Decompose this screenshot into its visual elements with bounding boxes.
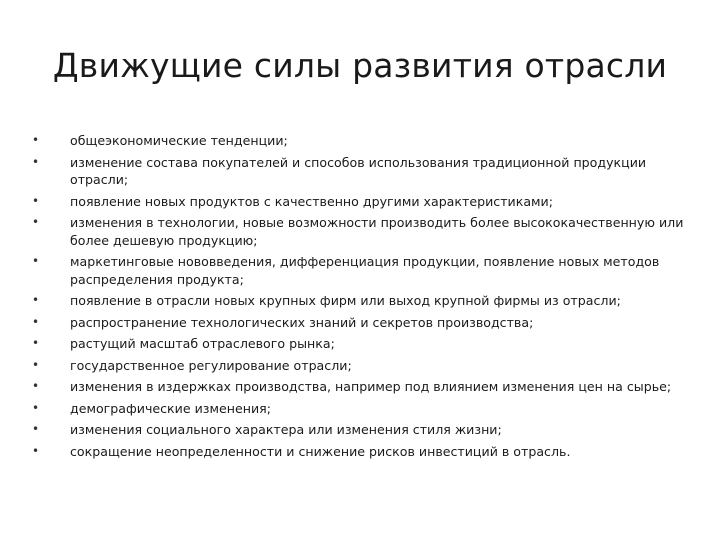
bullet-icon: •: [32, 443, 40, 458]
list-item-text: общеэкономические тенденции;: [70, 133, 288, 148]
slide-title: Движущие силы развития отрасли: [52, 46, 668, 85]
bullet-icon: •: [32, 254, 40, 268]
list-item: [30, 154, 690, 189]
list-item: [30, 314, 690, 332]
list-item: [30, 253, 690, 288]
list-item: [30, 400, 690, 418]
list-item-text: маркетинговые нововведения, дифференциация продукции, появление новых методов распределения продукта;: [70, 254, 660, 287]
list-item-text: распространение технологических знаний и секретов производства;: [70, 314, 534, 330]
list-item-text: изменения социального характера или изменения стиля жизни;: [70, 422, 502, 437]
list-item: [30, 443, 690, 461]
list-item-text: изменения в издержках производства, например под влиянием изменения цен на сырье;: [70, 379, 672, 394]
bullet-icon: •: [32, 133, 40, 147]
list-item-text: растущий масштаб отраслевого рынка;: [70, 336, 335, 351]
bullet-list: [30, 132, 690, 464]
list-item: [30, 132, 690, 150]
bullet-icon: •: [32, 215, 40, 229]
list-item-text: государственное регулирование отрасли;: [70, 357, 352, 373]
bullet-icon: •: [32, 193, 40, 208]
bullet-icon: •: [32, 293, 40, 307]
list-item: [30, 357, 690, 375]
list-item: [30, 292, 690, 310]
bullet-icon: •: [32, 154, 40, 169]
bullet-icon: •: [32, 400, 40, 415]
list-item-text: изменения в технологии, новые возможности производить более высококачественную или более дешевую продукцию;: [70, 215, 684, 248]
bullet-icon: •: [32, 422, 40, 436]
bullet-icon: •: [32, 314, 40, 329]
list-item-text: сокращение неопределенности и снижение рисков инвестиций в отрасль.: [70, 443, 571, 459]
list-item: [30, 378, 690, 396]
bullet-icon: •: [32, 336, 40, 350]
bullet-icon: •: [32, 379, 40, 393]
list-item-text: появление в отрасли новых крупных фирм или выход крупной фирмы из отрасли;: [70, 293, 621, 308]
list-item: [30, 421, 690, 439]
list-item-text: изменение состава покупателей и способов использования традиционной продукции отрасли;: [70, 154, 647, 187]
list-item: [30, 214, 690, 249]
list-item: [30, 193, 690, 211]
list-item-text: демографические изменения;: [70, 400, 271, 416]
list-item-text: появление новых продуктов с качественно другими характеристиками;: [70, 193, 553, 209]
list-item: [30, 335, 690, 353]
bullet-icon: •: [32, 357, 40, 372]
